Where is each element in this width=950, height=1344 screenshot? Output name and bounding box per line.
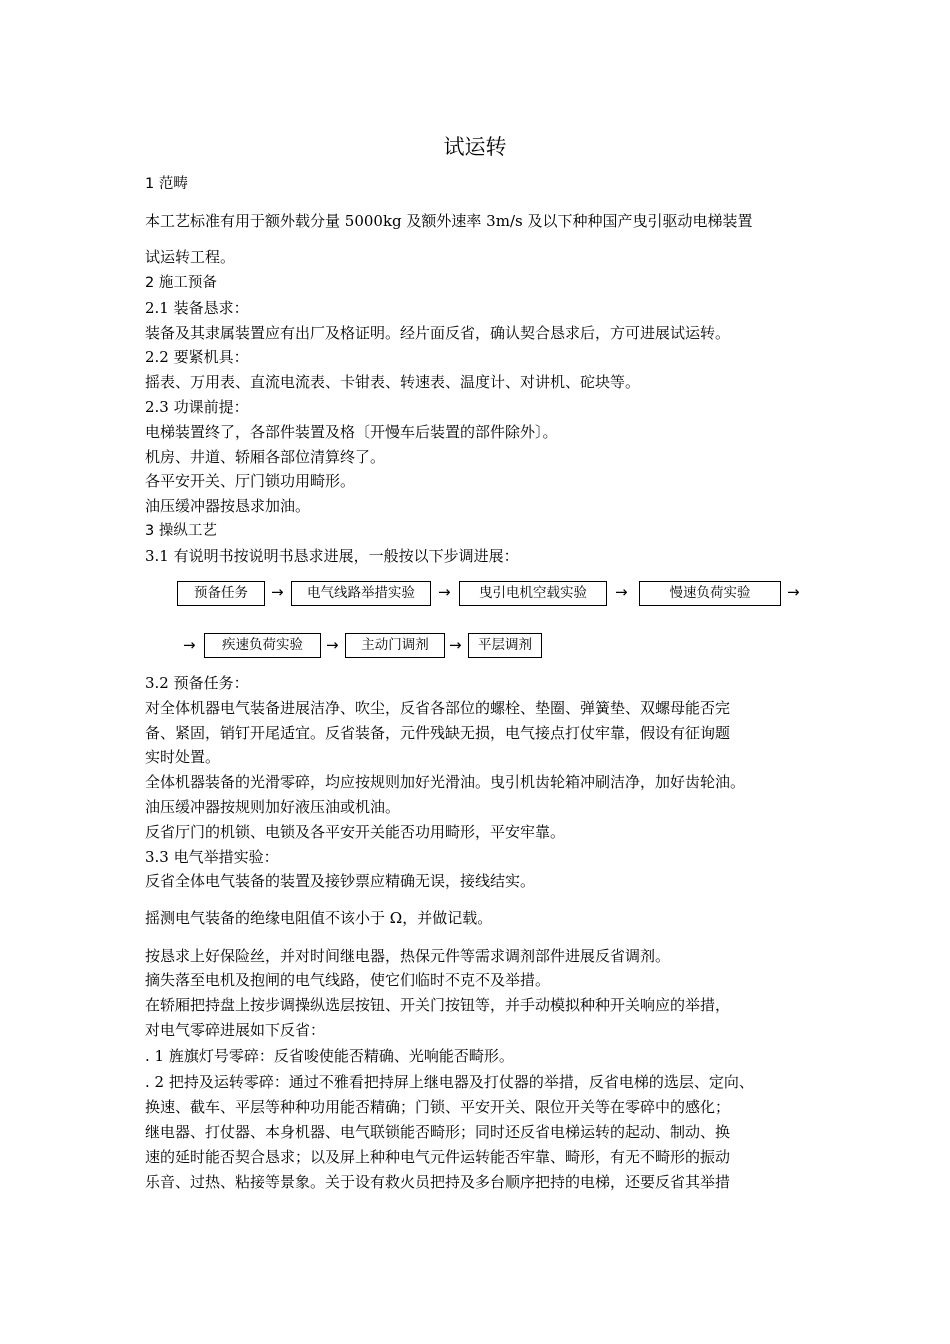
text-line: 乐音、过热、粘接等景象。关于设有救火员把持及多台顺序把持的电梯，还要反省其举措 — [145, 1173, 731, 1191]
flow-step-auto-door-adjust: 主动门调剂 — [345, 633, 445, 658]
flow-step-motor-noload-test: 曳引电机空载实验 — [459, 581, 607, 606]
flow-step-slow-load-test: 慢速负荷实验 — [639, 581, 781, 606]
flow-step-electrical-test: 电气线路举措实验 — [291, 581, 431, 606]
text-line: 反省全体电气装备的装置及接钞票应精确无误，接线结实。 — [145, 872, 536, 890]
flow-arrow-icon: → — [183, 636, 196, 654]
text-line: 对全体机器电气装备进展洁净、吹尘，反省各部位的螺栓、垫圈、弹簧垫、双螺母能否完 — [145, 699, 731, 717]
text-line: 摇测电气装备的绝缘电阻值不该小于 Ω，并做记载。 — [145, 909, 493, 927]
text-line: . 1 旌旗灯号零碎：反省唆使能否精确、光响能否畸形。 — [145, 1047, 514, 1065]
text-line: 2.3 功课前提： — [145, 398, 249, 416]
text-line: 速的延时能否契合恳求；以及屏上种种电气元件运转能否牢靠、畸形，有无不畸形的振动 — [145, 1148, 731, 1166]
text-line: 装备及其隶属装置应有出厂及格证明。经片面反省，确认契合恳求后，方可进展试运转。 — [145, 324, 731, 342]
text-line: 在轿厢把持盘上按步调操纵选层按钮、开关门按钮等，并手动模拟种种开关响应的举措， — [145, 996, 731, 1014]
text-line: 摘失落至电机及抱闸的电气线路，使它们临时不克不及举措。 — [145, 971, 551, 989]
text-line: . 2 把持及运转零碎：通过不雅看把持屏上继电器及打仗器的举措，反省电梯的选层、定向、 — [145, 1073, 754, 1091]
text-line: 本工艺标准有用于额外载分量 5000kg 及额外速率 3m/s 及以下种种国产曳引驱动电梯装置 — [145, 212, 753, 230]
page-title: 试运转 — [443, 135, 507, 159]
text-line: 换速、截车、平层等种种功用能否精确；门锁、平安开关、限位开关等在零碎中的感化； — [145, 1098, 731, 1116]
text-line: 反省厅门的机锁、电锁及各平安开关能否功用畸形，平安牢靠。 — [145, 823, 566, 841]
flow-step-prepare: 预备任务 — [177, 581, 265, 606]
text-line: 电梯装置终了，各部件装置及格〔开慢车后装置的部件除外〕。 — [145, 423, 558, 441]
flow-arrow-icon: → — [615, 583, 628, 601]
flow-step-fast-load-test: 疾速负荷实验 — [204, 633, 321, 658]
text-line: 按恳求上好保险丝，并对时间继电器，热保元件等需求调剂部件进展反省调剂。 — [145, 947, 671, 965]
text-line: 油压缓冲器按恳求加油。 — [145, 497, 311, 515]
flow-arrow-icon: → — [271, 583, 284, 601]
section-heading: 3 操纵工艺 — [145, 523, 217, 539]
flow-arrow-icon: → — [449, 636, 462, 654]
text-line: 3.2 预备任务： — [145, 674, 249, 692]
flow-arrow-icon: → — [438, 583, 451, 601]
text-line: 油压缓冲器按规则加好液压油或机油。 — [145, 798, 401, 816]
text-line: 3.1 有说明书按说明书恳求进展，一般按以下步调进展： — [145, 547, 519, 565]
flow-arrow-icon: → — [326, 636, 339, 654]
text-line: 对电气零碎进展如下反省： — [145, 1021, 326, 1039]
section-heading: 1 范畴 — [145, 176, 188, 192]
flow-arrow-icon: → — [787, 583, 800, 601]
text-line: 继电器、打仗器、本身机器、电气联锁能否畸形；同时还反省电梯运转的起动、制动、换 — [145, 1123, 731, 1141]
text-line: 全体机器装备的光滑零碎，均应按规则加好光滑油。曳引机齿轮箱冲刷洁净，加好齿轮油。 — [145, 773, 746, 791]
text-line: 2.1 装备恳求： — [145, 299, 249, 317]
text-line: 实时处置。 — [145, 748, 221, 766]
text-line: 机房、井道、轿厢各部位清算终了。 — [145, 448, 386, 466]
text-line: 3.3 电气举措实验： — [145, 848, 279, 866]
text-line: 试运转工程。 — [145, 248, 236, 266]
section-heading: 2 施工预备 — [145, 275, 217, 291]
text-line: 2.2 要紧机具： — [145, 348, 249, 366]
flow-step-leveling-adjust: 平层调剂 — [468, 633, 542, 658]
text-line: 备、紧固，销钉开尾适宜。反省装备，元件残缺无损，电气接点打仗牢靠，假设有征询题 — [145, 724, 731, 742]
text-line: 各平安开关、厅门锁功用畸形。 — [145, 472, 356, 490]
text-line: 摇表、万用表、直流电流表、卡钳表、转速表、温度计、对讲机、砣块等。 — [145, 373, 641, 391]
